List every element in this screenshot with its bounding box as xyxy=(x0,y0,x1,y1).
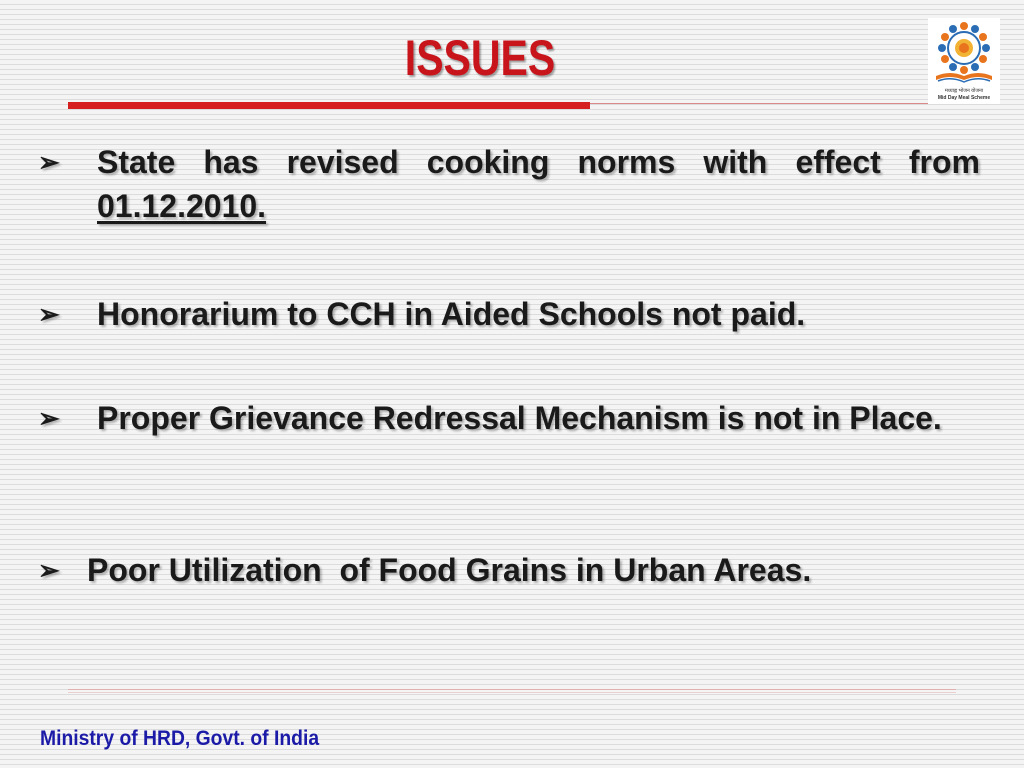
arrow-bullet-icon: ➢ xyxy=(38,147,60,177)
footer-divider-secondary xyxy=(68,692,956,693)
bullet-text: Proper Grievance Redressal Mechanism is not in Place. xyxy=(97,400,942,436)
bullet-text: Poor Utilization of Food Grains in Urban Areas. xyxy=(87,552,812,588)
bullet-text: Honorarium to CCH in Aided Schools not paid. xyxy=(97,296,806,332)
bullet-text xyxy=(97,140,980,228)
slide-title: ISSUES xyxy=(404,30,556,86)
footer-text: Ministry of HRD, Govt. of India xyxy=(40,727,320,750)
mid-day-meal-logo-icon xyxy=(928,18,1000,88)
mid-day-meal-logo xyxy=(928,18,1000,104)
logo-caption-english: Mid Day Meal Scheme xyxy=(937,95,991,101)
logo-caption-hindi: मध्याह्न भोजन योजना xyxy=(944,88,984,94)
effective-date: 01.12.2010. xyxy=(97,188,267,224)
title-underline-thin xyxy=(590,103,930,104)
footer-divider xyxy=(68,689,956,690)
arrow-bullet-icon: ➢ xyxy=(38,403,60,433)
arrow-bullet-icon: ➢ xyxy=(38,299,60,329)
arrow-bullet-icon: ➢ xyxy=(38,555,60,585)
title-underline-thick xyxy=(68,102,590,109)
bullet-text-main: State has revised cooking norms with effect from xyxy=(97,144,980,180)
